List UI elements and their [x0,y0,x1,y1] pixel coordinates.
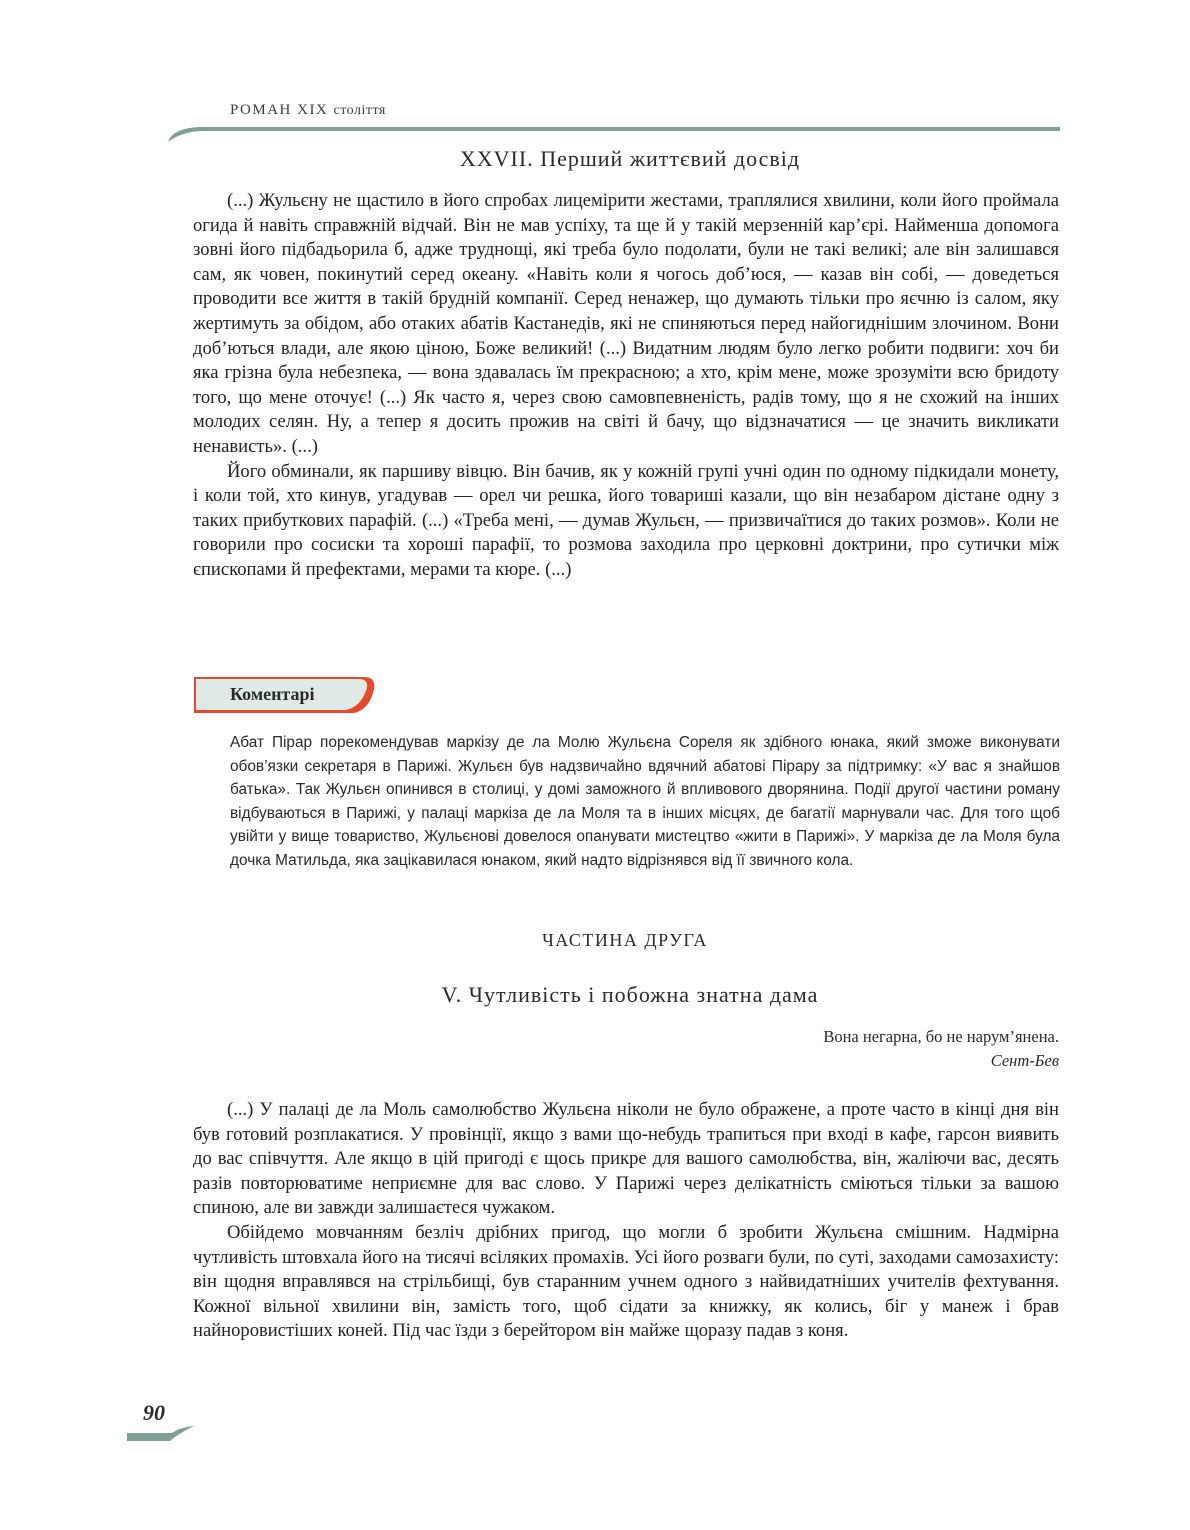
section2-body [193,1098,1059,1344]
section1-body [193,189,1059,583]
paragraph: (...) Жульєну не щастило в його спробах лицемірити жестами, траплялися хвилини, коли його проймала огида й навіть справжній відчай. Він не мав успіху, та ще й у такій мерзенній кар’єрі. Найменша допомога зовні його підбадьорила б, адже труднощі, які треба було подолати, були не такі великі; але він залишався сам, як човен, покинутий серед океану. «Навіть коли я чогось доб’юся, — казав він собі, — доведеться проводити все життя в такій брудній компанії. Серед ненажер, що думають тільки про яєчню із салом, яку жертимуть за обідом, або отаких абатів Кастанедів, які не спиняються перед найогиднішим злочином. Вони доб’ються влади, але якою ціною, Боже великий! (...) Видатним людям було легко робити подвиги: хоч би яка грізна була небезпека, — вона здавалась їм прекрасною; а хто, крім мене, може зрозуміти всю бридоту того, що мене оточує! (...) Як часто я, через свою самовпевненість, радів тому, що я не схожий на інших молодих селян. Ну, а тепер я досить прожив на світі й бачу, що відзначатися — це значить викликати ненависть». (...) [193,190,1059,457]
header-rule [0,0,1190,150]
comment-tab [194,675,379,715]
chapter-title-v: V. Чутливість і побожна знатна дама [441,982,819,1007]
running-head-main: РОМАН XIX [230,102,329,118]
epigraph-author: Сент-Бев [990,1051,1059,1070]
page-number: 90 [143,1400,165,1425]
chapter-title-xxvii: XXVII. Перший життєвий досвід [459,146,801,171]
paragraph: Обійдемо мовчанням безліч дрібних пригод, що могли б зробити Жульєна смішним. Надмірна чутливість штовхала його на тисячі всіляких промахів. Усі його розваги були, по суті, заходами самозахисту: він щодня вправлявся на стрільбищі, був старанним учнем одного з найвидатніших учителів фехтування. Кожної вільної хвилини він, замість того, щоб сідати за книжку, як колись, біг у манеж і брав найноровистіших коней. Під час їзди з берейтором він майже щоразу падав з коня. [193,1221,1059,1342]
comment-text: Абат Пірар порекомендував маркізу де ла Молю Жульєна Сореля як здібного юнака, який зможе виконувати обов’язки секретаря в Парижі. Жульєн був надзвичайно вдячний абатові Пірару за підтримку: «У вас я знайшов батька». Так Жульєн опинився в столиці, у домі заможного й впливового дворянина. Події другої частини роману відбуваються в Парижі, у палаці маркіза де ла Моля та в інших місцях, де багатії марнували час. Для того щоб увійти у вище товариство, Жульєнові довелося опанувати мистецтво «жити в Парижі». У маркіза де ла Моля була дочка Матильда, яка зацікавилася юнаком, який надто відрізнявся від її звичного кола. [230,734,1060,869]
paragraph: Його обминали, як паршиву вівцю. Він бачив, як у кожній групі учні один по одному підкидали монету, і коли той, хто кинув, угадував — орел чи решка, його товариші казали, що він незабаром дістане одну з таких прибуткових парафій. (...) «Треба мені, — думав Жульєн, — призвичаїтися до таких розмов». Коли не говорили про сосиски та хороші парафії, то розмова заходила про церковні доктрини, про сутички між єпископами й префектами, мерами та кюре. (...) [193,460,1059,580]
paragraph: (...) У палаці де ла Моль самолюбство Жульєна ніколи не було ображене, а проте часто в кінці дня він був готовий розплакатися. У провінції, якщо з вами що-небудь трапиться при вході в кафе, гарсон виявить до вас співчуття. Але якщо в цій пригоді є щось прикре для вашого самолюбства, він, жаліючи вас, десять разів повторюватиме неприємне для вас слово. У Парижі через делікатність сміються тільки за вашою спиною, але ви завжди залишаєтеся чужаком. [193,1099,1059,1219]
part-title: ЧАСТИНА ДРУГА [542,930,708,950]
comment-label: Коментарі [230,684,315,704]
epigraph [823,1025,1059,1073]
running-head-suffix: століття [333,103,386,118]
epigraph-quote: Вона негарна, бо не нарум’янена. [823,1027,1059,1046]
